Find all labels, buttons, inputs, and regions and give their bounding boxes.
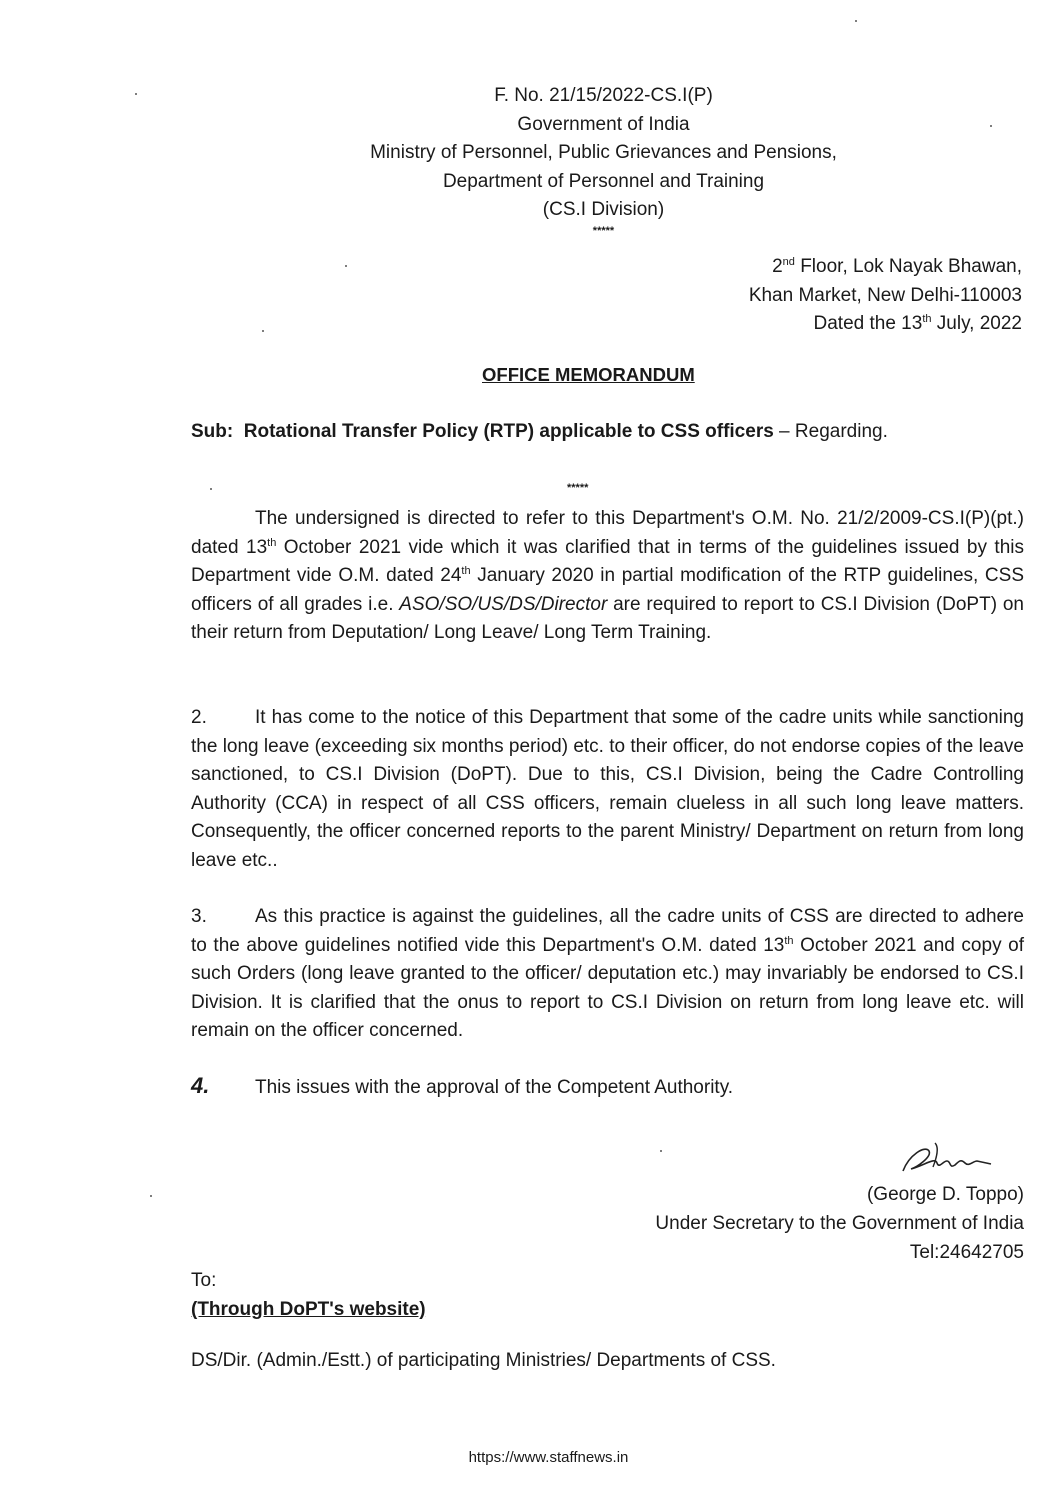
paragraph-4: 4. This issues with the approval of the Competent Authority.	[191, 1073, 734, 1098]
scan-speck	[150, 1195, 152, 1197]
scan-speck	[135, 93, 137, 95]
scan-speck	[210, 488, 212, 490]
office-address	[749, 253, 1022, 339]
footer	[0, 1449, 1055, 1466]
through-website: (Through DoPT's website)	[191, 1299, 426, 1320]
handwritten-signature	[895, 1137, 995, 1181]
subject-text: Rotational Transfer Policy (RTP) applicable to CSS officers	[243, 421, 774, 442]
address-line-2: Khan Market, New Delhi-110003	[748, 284, 1022, 306]
paragraph-number: 4.	[191, 1073, 210, 1098]
signatory-name: (George D. Toppo)	[866, 1184, 1024, 1205]
footer-url[interactable]: https://www.staffnews.in	[468, 1449, 629, 1466]
memo-title: OFFICE MEMORANDUM	[482, 364, 695, 385]
paragraph-number: 3.	[191, 906, 207, 927]
memo-subject	[191, 421, 888, 443]
paragraph-1: The undersigned is directed to refer to this Department's O.M. No. 21/2/2009-CS.I(P)(pt.) dated 13th October 2021 vide which it was clarified that in terms of the guidelines issued by this Department vide O.M. dated 24th January 2020 in partial modification of the RTP guidelines, CSS officers of all grades i.e. ASO/SO/US/DS/Director are required to report to CS.I Division (DoPT) on their return from Deputation/ Long Leave/ Long Term Training.	[191, 508, 1024, 644]
signatory-telephone: Tel:24642705	[909, 1242, 1024, 1263]
subject-stars: *****	[567, 482, 589, 494]
signatory-designation: Under Secretary to the Government of India	[655, 1213, 1024, 1234]
ministry-name: Ministry of Personnel, Public Grievances and Pensions,	[370, 142, 837, 163]
letterhead	[0, 82, 1055, 237]
scan-speck	[660, 1150, 662, 1152]
department-name: Department of Personnel and Training	[442, 170, 765, 192]
paragraph-number: 2.	[191, 707, 207, 728]
government-name: Government of India	[517, 113, 690, 135]
scan-speck	[262, 330, 264, 332]
addressee-block	[191, 1266, 426, 1324]
scan-speck	[345, 265, 347, 267]
file-number: F. No. 21/15/2022-CS.I(P)	[494, 85, 713, 106]
scan-speck	[855, 20, 857, 22]
subject-label: Sub:	[191, 421, 234, 442]
recipients-line: DS/Dir. (Admin./Estt.) of participating Ministries/ Departments of CSS.	[191, 1350, 776, 1371]
memo-date: Dated the 13th July, 2022	[813, 313, 1022, 334]
address-line-1: 2nd Floor, Lok Nayak Bhawan,	[772, 256, 1022, 277]
paragraph-2: 2. It has come to the notice of this Department that some of the cadre units while sanctioning the long leave (exceeding six months period) etc. to their officer, do not endorse copies of the leave sanctioned, to CS.I Division (DoPT). Due to this, CS.I Division, being the Cadre Controlling Authority (CCA) in respect of all CSS officers, remain clueless in all such long leave matters. Consequently, the officer concerned reports to the parent Ministry/ Department on return from long leave etc..	[191, 704, 1024, 876]
signatory-block	[655, 1180, 1024, 1267]
division-name: (CS.I Division)	[542, 199, 665, 220]
header-stars: *****	[592, 224, 615, 237]
to-label: To:	[191, 1270, 217, 1291]
paragraph-3: 3. As this practice is against the guidelines, all the cadre units of CSS are directed to adhere to the above guidelines notified vide this Department's O.M. dated 13th October 2021 and copy of such Orders (long leave granted to the officer/ deputation etc.) may invariably be endorsed to CS.I Division. It is clarified that the onus to report to CS.I Division on return from long leave etc. will remain on the officer concerned.	[191, 903, 1024, 1046]
subject-suffix: – Regarding.	[773, 421, 888, 442]
scan-speck	[990, 125, 992, 127]
